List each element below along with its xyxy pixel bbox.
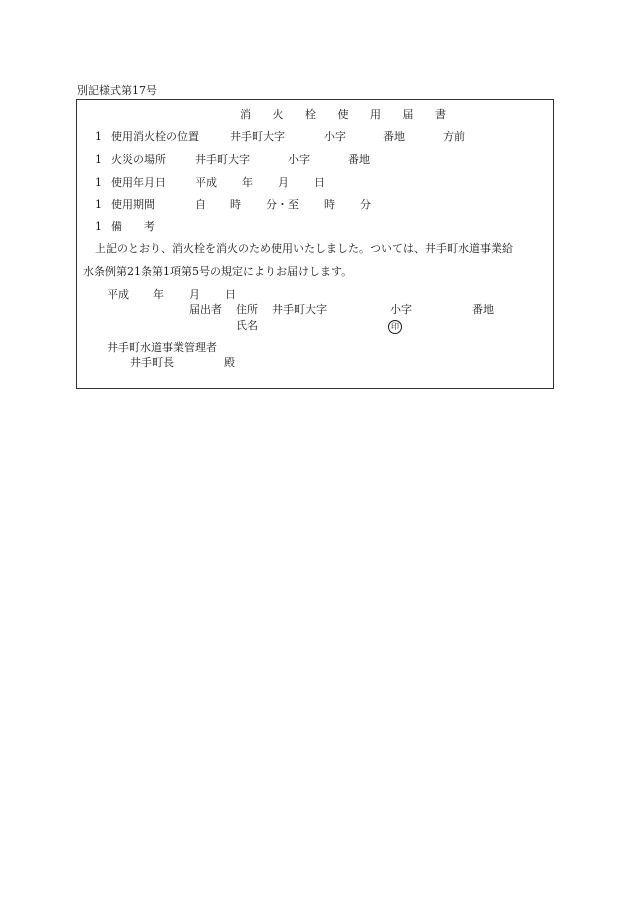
item-label: 備 考 — [111, 220, 155, 233]
month-label: 月 — [189, 288, 200, 301]
item-label: 使用消火栓の位置 — [111, 130, 199, 143]
minute-to-label: 分・至 — [266, 198, 299, 211]
addressee-title: 井手町長 — [130, 356, 174, 369]
addressee-org: 井手町水道事業管理者 — [107, 341, 217, 354]
town-label: 井手町大字 — [272, 303, 327, 316]
year-label: 年 — [242, 176, 253, 189]
era-label: 平成 — [195, 176, 217, 189]
era-label: 平成 — [107, 288, 129, 301]
day-label: 日 — [314, 176, 325, 189]
addressee-honorific: 殿 — [224, 356, 235, 369]
item-number: 1 — [95, 198, 102, 211]
item-number: 1 — [95, 153, 102, 166]
hour-label: 時 — [230, 198, 241, 211]
form-title: 消 火 栓 使 用 届 書 — [240, 108, 455, 121]
day-label: 日 — [225, 288, 236, 301]
item-label: 使用年月日 — [111, 176, 166, 189]
statement-line-2: 水条例第21条第1項第5号の規定によりお届けします。 — [83, 265, 353, 278]
town-label: 井手町大字 — [230, 130, 285, 143]
koaza-label: 小字 — [288, 153, 310, 166]
from-label: 自 — [195, 198, 206, 211]
hour-label: 時 — [324, 198, 335, 211]
month-label: 月 — [278, 176, 289, 189]
address-label: 住所 — [236, 303, 258, 316]
item-number: 1 — [95, 176, 102, 189]
statement-line-1: 上記のとおり、消火栓を消火のため使用いたしました。ついては、井手町水道事業給 — [95, 242, 513, 255]
item-number: 1 — [95, 220, 102, 233]
item-number: 1 — [95, 130, 102, 143]
banchi-label: 番地 — [472, 303, 494, 316]
minute-label: 分 — [360, 198, 371, 211]
koaza-label: 小字 — [324, 130, 346, 143]
direction-label: 方前 — [443, 130, 465, 143]
item-label: 使用期間 — [111, 198, 155, 211]
banchi-label: 番地 — [383, 130, 405, 143]
town-label: 井手町大字 — [195, 153, 250, 166]
seal-icon: 印 — [388, 320, 402, 334]
year-label: 年 — [153, 288, 164, 301]
name-label: 氏名 — [236, 319, 258, 332]
seal-mark — [388, 319, 402, 334]
item-label: 火災の場所 — [111, 153, 166, 166]
applicant-label: 届出者 — [189, 303, 222, 316]
form-number: 別記様式第17号 — [77, 84, 157, 97]
banchi-label: 番地 — [348, 153, 370, 166]
koaza-label: 小字 — [390, 303, 412, 316]
